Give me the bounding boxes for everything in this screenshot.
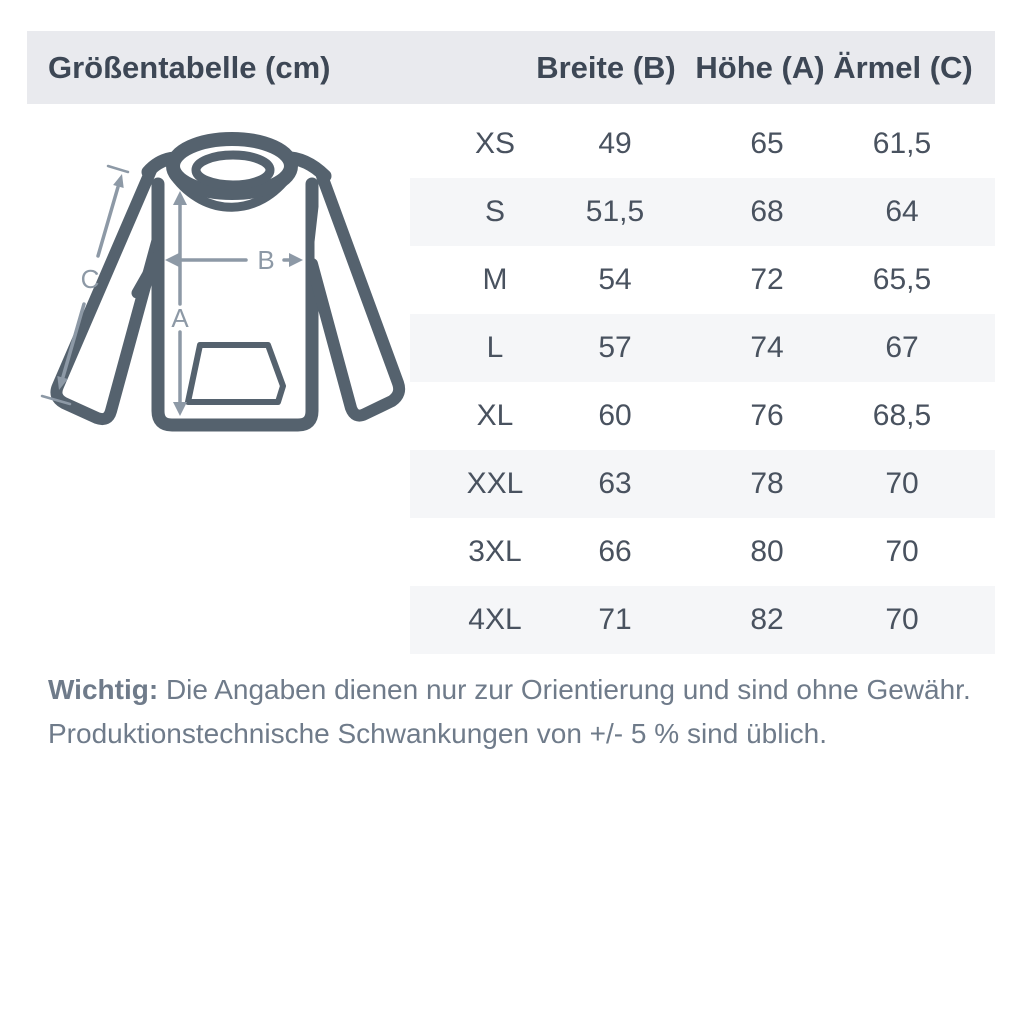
hoehe-cell: 76	[750, 399, 784, 432]
footnote-line2: Produktionstechnische Schwankungen von +/- 5 % sind üblich.	[48, 718, 828, 749]
label-B: B	[257, 245, 275, 275]
kangaroo-pocket	[188, 345, 283, 402]
table-row	[410, 450, 995, 518]
arrowhead-C-top	[113, 174, 124, 188]
hoehe-cell: 80	[750, 535, 784, 568]
breite-cell: 49	[598, 127, 632, 160]
breite-cell: 71	[598, 603, 632, 636]
size-cell: 3XL	[468, 535, 522, 568]
aermel-cell: 64	[885, 195, 919, 228]
size-cell: XXL	[466, 467, 524, 500]
aermel-cell: 68,5	[872, 399, 932, 432]
column-header-aermel: Ärmel (C)	[833, 50, 973, 85]
size-cell: XL	[476, 399, 514, 432]
column-header-breite: Breite (B)	[536, 50, 676, 85]
aermel-cell: 65,5	[872, 263, 932, 296]
size-cell: XS	[474, 127, 516, 160]
aermel-cell: 67	[885, 331, 919, 364]
size-cell: 4XL	[468, 603, 522, 636]
hoodie-outline	[56, 139, 399, 425]
table-row	[410, 110, 995, 178]
table-row	[410, 314, 995, 382]
label-A: A	[171, 303, 189, 333]
page-title: Größentabelle (cm)	[48, 50, 331, 85]
hoodie-measurement-diagram	[40, 118, 420, 453]
size-cell: M	[482, 263, 508, 296]
breite-cell: 60	[598, 399, 632, 432]
hoehe-cell: 68	[750, 195, 784, 228]
table-row	[410, 382, 995, 450]
breite-cell: 57	[598, 331, 632, 364]
aermel-cell: 70	[885, 535, 919, 568]
hoehe-cell: 72	[750, 263, 784, 296]
hoehe-cell: 82	[750, 603, 784, 636]
hoehe-cell: 65	[750, 127, 784, 160]
aermel-cell: 61,5	[872, 127, 932, 160]
size-cell: S	[484, 195, 505, 228]
table-row	[410, 178, 995, 246]
footnote-line1	[48, 668, 978, 712]
aermel-cell: 70	[885, 467, 919, 500]
breite-cell: 66	[598, 535, 632, 568]
table-row	[410, 586, 995, 654]
size-table	[410, 110, 995, 654]
breite-cell: 63	[598, 467, 632, 500]
breite-cell: 54	[598, 263, 632, 296]
footnote-prefix: Wichtig:	[48, 674, 159, 705]
footnote	[48, 668, 978, 756]
footnote-line1-text: Die Angaben dienen nur zur Orientierung und sind ohne Gewähr.	[165, 674, 971, 705]
table-header-band	[27, 31, 995, 104]
table-row	[410, 518, 995, 586]
right-sleeve	[312, 176, 399, 416]
table-row	[410, 246, 995, 314]
label-C: C	[80, 264, 100, 294]
hoehe-cell: 78	[750, 467, 784, 500]
aermel-cell: 70	[885, 603, 919, 636]
hoehe-cell: 74	[750, 331, 784, 364]
breite-cell: 51,5	[585, 195, 645, 228]
size-cell: L	[486, 331, 504, 364]
column-header-hoehe: Höhe (A)	[695, 50, 825, 85]
